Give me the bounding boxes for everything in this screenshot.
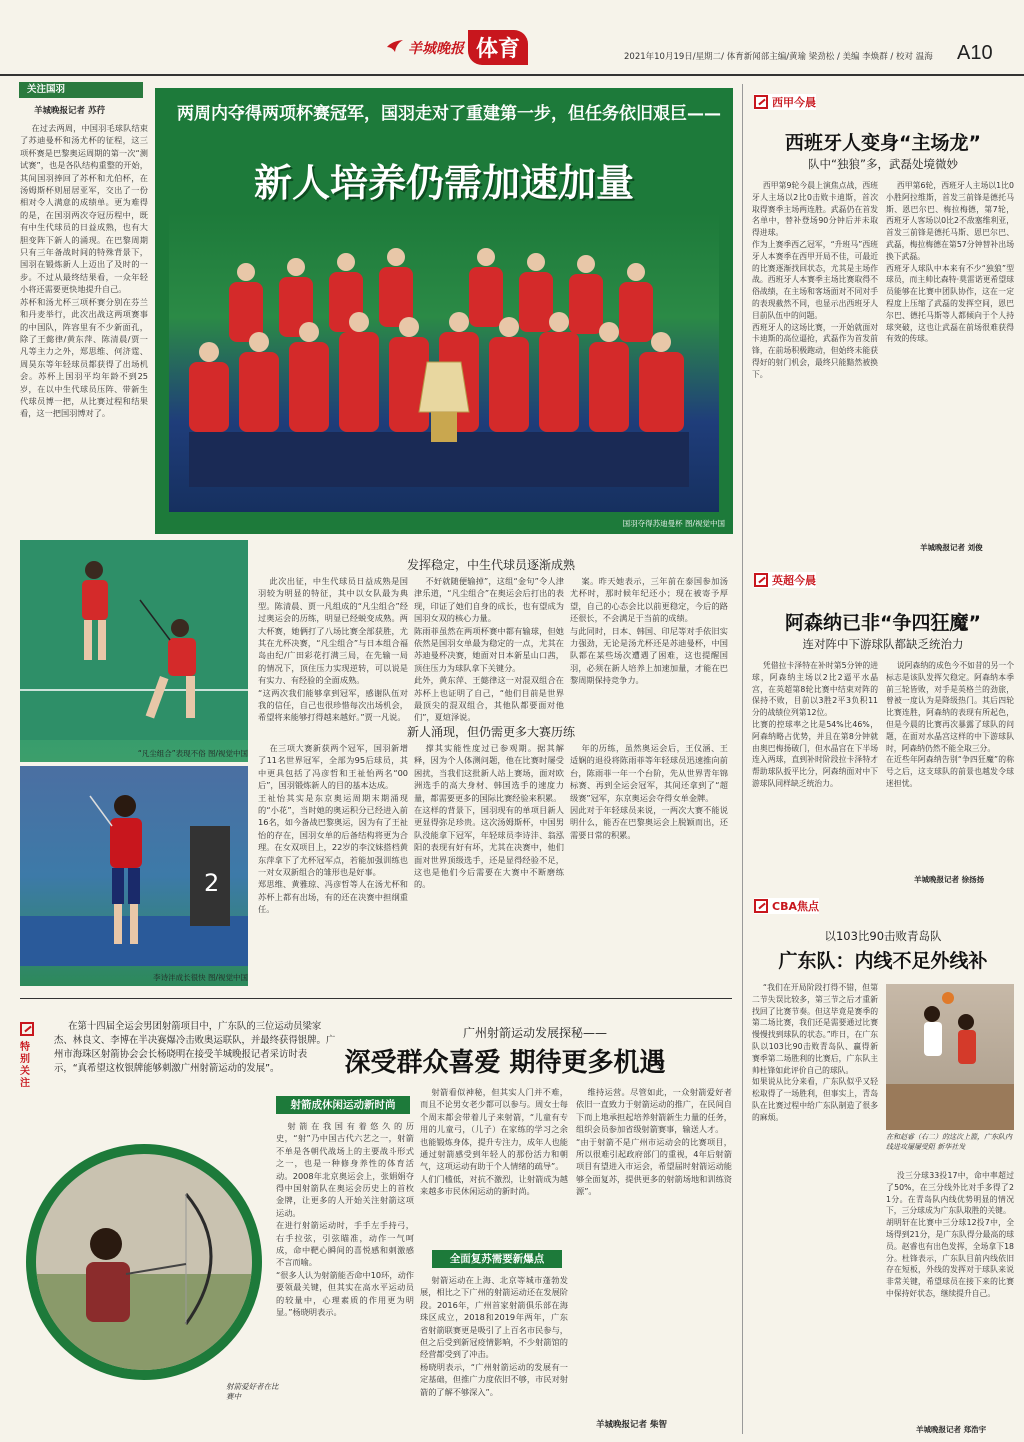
photo-li-shifeng	[20, 766, 248, 986]
masthead	[0, 0, 1024, 84]
laliga-tag: 西甲今晨	[754, 94, 816, 110]
article1-col2: 不好就随便输掉”，这组“金句”令人津津乐道，“凡尘组合”在奥运会后打出的表现，印证了她们自身的成长，也有望成为国羽女双的核心力量。 陈雨菲虽然在两项杯赛中都有输球，但她依然是国羽女单最为稳定的一点，尤其在苏迪曼杯决赛，她面对日本新星山口茜，顶住压力为球队拿下关键分。 此外，黄东萍、王懿律这一对混双组合在苏杯上也证明了自己，“他们目前是世界最顶尖的混双组合，其他队都要面对他们”，夏煊泽说。	[414, 576, 564, 723]
hero-panel	[155, 88, 733, 534]
laliga-col1: 西甲第9轮今晨上演焦点战，西班牙人主场以2比0击败卡迪斯，首次取得赛季主场两连胜。武磊仍在首发名单中，替补登场90分钟后并未取得进球。 作为上赛季西乙冠军，“升班马”西班牙人本赛季在西甲开局不佳，可最近的比赛逐渐找回状态，尤其是主场作战。西班牙人本赛季主场比赛取得不俗战绩，在主场和客场面对不同对手的表现截然不同，也显示出西班牙人目前队伍中的问题。 西班牙人的这场比赛，一开始就面对卡迪斯的高位逼抢，武磊作为首发前锋，在前场积极跑动，但始终未能获得好的射门机会，最终只能黯然被换下。	[752, 181, 878, 379]
cba-byline: 羊城晚报记者 郑浩宇	[916, 1425, 987, 1434]
epl-col1: 凭借拉卡泽特在补时第5分钟的进球，阿森纳主场以2比2逼平水晶宫，在英超第8轮比赛中结束对阵的保持不败，目前以3胜2平3负积11分的战绩位列第12位。 比赛的控球率之比是54%比46%，阿森纳略占优势，并且在第8分钟就由奥巴梅扬破门，但水晶宫在下半场连入两球，直到补时阶段拉卡泽特才帮助球队扳平比分，阿森纳面对中下游球队同样缺乏统治力。	[752, 661, 878, 788]
laliga-title: 西班牙人变身“主场龙”	[785, 132, 981, 154]
article1-col3: 案。昨天她表示，三年前在泰国参加汤尤杯时，那时候年纪还小；现在被寄予厚望，自己的心态会比以前更稳定，今后的路还很长，不会满足于当前的成绩。 与此同时，日本、韩国、印尼等对手依旧实力强劲，无论是汤尤杯还是苏迪曼杯，中国队都在某些场次遭遇了困难，这也提醒国羽，必须在新人培养上加速加量，才能在巴黎周期保持竞争力。	[570, 576, 728, 686]
laliga-col2: 西甲第6轮，西班牙人主场以1比0小胜阿拉维斯，首发三前锋是德托马斯、恩巴尔巴、梅拉梅德，第7轮，西班牙人客场以0比2不敌塞维利亚，首发三前锋是德托马斯、恩巴尔巴、武磊，梅拉梅德在第57分钟替补出场换下武磊。 西班牙人球队中本来有不少“独狼”型球员，而主帅比森特·莫雷诺更希望球员能够在比赛中团队协作，这在一定程度上压缩了武磊的发挥空间，恩巴尔巴、德托马斯等人都倾向于个人持球突破，这也让武磊在前场很难获得有效的传球。	[886, 181, 1014, 344]
laliga-subtitle: 队中“独狼”多，武磊处境微妙	[808, 157, 958, 171]
cba-tag: CBA焦点	[754, 898, 819, 914]
cba-title: 广东队：内线不足外线补	[778, 950, 988, 972]
special-tag-label: 特别关注	[20, 1042, 30, 1089]
divider	[20, 998, 732, 999]
brand-name: 羊城晚报	[408, 40, 464, 57]
archery-col4: 维持运营。尽管如此，一众射箭爱好者依旧一直致力于射箭运动的推广，在民间自下而上地承担起培养射箭新生力量的任务，组织会员参加省级射箭赛事，输送人才。 “由于射箭不是广州市运动会的比赛项目，所以很难引起政府部门的重视，4年后射箭项目有望进入市运会，希望届时射箭运动能够全面复苏，提供更多的射箭场地和训练资源”。	[576, 1087, 732, 1197]
subhead-1: 发挥稳定，中生代球员逐渐成熟	[406, 558, 575, 572]
section-mark-icon	[20, 1022, 34, 1036]
right-divider	[742, 84, 743, 1434]
section-mark-icon	[754, 573, 768, 587]
archery-col2: 射箭看似神秘，但其实人门并不难，而且不论男女老少都可以参与。周女士每个周末都会带着儿子来射箭，“儿童有专用的儿童弓，（儿子）在家练的学习之余也能锻炼身体，提升专注力，成年人也能通过射箭感受到年轻人的那份活力和朝气，这项运动有助于个人情绪的疏导”。 人们门槛低，对抗不激烈，让射箭成为越来越多市民休闲运动的新时尚。	[420, 1087, 568, 1197]
page-number: A10	[957, 42, 993, 64]
section-mark-icon	[754, 95, 768, 109]
epl-col2: 说阿森纳的成色今不如昔的另一个标志是该队发挥欠稳定。阿森纳本季前三轮皆败，对手是英格兰的劲旅，曾被一度认为是降级热门。其后四轮比赛连胜，阿森纳的表现有所起色，但是今晨的比赛再次暴露了球队的问题，在面对水晶宫这样的中下游球队时，阿森纳仍然不能全取三分。 在近些年阿森纳告别“争四狂魔”的称号之后，这支球队的前景也越发令球迷担忧。	[886, 661, 1014, 788]
epl-title: 阿森纳已非“争四狂魔”	[785, 612, 981, 634]
team-photo	[169, 212, 719, 512]
section-tag-guoyu: 关注国羽	[19, 82, 143, 98]
swallow-icon	[386, 38, 404, 57]
date-line: 2021年10月19日/星期二/ 体育新闻部主编/黄瑜 梁劲松 / 美编 李焕群 / 校对 温海	[624, 52, 933, 62]
cba-col1: “我们在开局阶段打得不错，但第二节失误比较多，第三节之后才重新找回了比赛节奏。但这毕竟是赛季的第二场比赛，我们还是需要通过比赛慢慢找到球队的状态。”昨日，在广东队以103比90击败青岛队、赢得新赛季第二场胜利的比赛后，广东队主帅杜锋如此评价自己的球队。 如果说从比分来看，广东队似乎又轻松取得了一场胜利，但事实上，青岛队在比赛过程中给广东队制造了很多的麻烦。	[752, 983, 878, 1122]
hero-title: 新人培养仍需加速加量	[253, 161, 634, 205]
archery-lead: 在第十四届全运会男团射箭项目中，广东队的三位运动员梁家杰、林良文、李博在半决赛爆冷击败奥运联队，并最终获得银牌。广州市海珠区射箭协会会长杨晓明在接受羊城晚报记者采访时表示，“真希望这枚银牌能够刺激广州射箭运动的发展”。	[54, 1021, 336, 1074]
epl-tag: 英超今晨	[754, 572, 816, 588]
cba-photo-caption: 在和赵睿（右二）的这次上篮，广东队内线进攻屡屡受阻 新华社发	[886, 1133, 1012, 1151]
article1-col4: 在三项大赛新获两个冠军，国羽新增了11名世界冠军，全部为95后球员，其中更具包括了冯彦哲和王祉怡两名“00后”，国羽锻炼新人的目的基本达成。 王祉怡其实是东京奥运周期末期涌现的“小花”，当时她的奥运积分已经进入前16名，如今备战巴黎奥运，因为有了王祉怡的存在，国羽女单的后备结构将更为合理。在女双项目上，22岁的李汶妹搭档黄东萍拿下了尤杯冠军点，若能加强训练也一对女双新组合的雏形也是好事。 郑思维、黄雅琼、冯彦哲等人在汤尤杯和苏杯上都有出场，有的还在决赛中担纲重任。	[258, 743, 408, 915]
cba-kicker: 以103比90击败青岛队	[824, 929, 942, 943]
laliga-byline: 羊城晚报记者 刘俊	[920, 543, 983, 552]
archery-photo	[26, 1144, 262, 1380]
archery-col1: 射箭在我国有着悠久的历史，“射”乃中国古代六艺之一，射箭不单是各朝代战场上的主要战斗形式之一，也是一种修身养性的体育活动。2008年北京奥运会上，张娟娟夺得中国射箭队在奥运会历史上的首枚金牌，让更多的人开始关注射箭这项运动。 在进行射箭运动时，手手左手持弓，右手拉弦，引弦瞄准，动作一气呵成，命中靶心瞬间的喜悦感和刺激感不言而喻。 “很多人认为射箭能否命中10环，动作要领最关键，但其实在高水平运动员的较量中，心理素质的作用更为明显。”杨晓明表示。	[276, 1121, 414, 1318]
archery-bar-2: 全面复苏需要新爆点	[432, 1250, 562, 1268]
photo-caption-1: “凡尘组合”表现不俗 图/视觉中国	[137, 749, 248, 758]
archery-kicker: 广州射箭运动发展探秘——	[462, 1026, 607, 1040]
cba-photo	[886, 984, 1014, 1130]
masthead-rule	[0, 74, 1024, 76]
archery-bar-1: 射箭成休闲运动新时尚	[276, 1096, 410, 1114]
newspaper-logo	[386, 30, 528, 65]
article1-col1: 此次出征，中生代球员日益成熟是国羽较为明显的特征，其中以女队最为典型。陈清晨、贾一凡组成的“凡尘组合”经过奥运会的历练，明显已经蜕变成熟。两大杯赛，她俩打了八场比赛全部获胜，尤其在尤杯决赛，“凡尘组合”与日本组合福岛由纪/广田彩花打满三局，在先输一局的情况下，顶住压力实现逆转，可以说是有实力、有经验的全面成熟。 “这两次我们能够拿到冠军，感谢队伍对我的信任，自己也很珍惜每次出场机会，希望将来能够打得越来越好。”贾一凡说。	[258, 576, 408, 723]
byline: 羊城晚报记者 苏荇	[34, 106, 105, 116]
archery-col3: 射箭运动在上海、北京等城市蓬勃发展，相比之下广州的射箭运动还在发展阶段。2016年，广州首家射箭俱乐部在海珠区成立，2018和2019年两年，广东省射箭联赛更是吸引了上百名市民参与，但之后受到新冠疫情影响，不少射箭馆的经营都受到了冲击。 杨晓明表示，“广州射箭运动的发展有一定基础，但推广力度依旧不够，市民对射箭的了解不够深入”。	[420, 1275, 568, 1397]
hero-subtitle: 两周内夺得两项杯赛冠军，国羽走对了重建第一步，但任务依旧艰巨——	[177, 104, 721, 124]
cba-col2: 没三分球33投17中，命中率超过了50%，在三分线外比对手多得了21分。在青岛队内线优势明显的情况下，三分球成为广东队取胜的关键。 胡明轩在比赛中三分球12投7中，全场得到21分，是广东队得分最高的球员。赵睿也有出色发挥，全场拿下18分。杜锋表示，广东队目前内线依旧存在短板，外线的发挥对于球队来说非常关键，希望球员在接下来的比赛中保持好状态，继续提升自己。	[886, 1171, 1014, 1298]
epl-byline: 羊城晚报记者 徐扬扬	[914, 875, 985, 884]
special-tag	[20, 1022, 38, 1112]
section-mark-icon	[754, 899, 768, 913]
hero-caption: 国羽夺得苏迪曼杯 图/视觉中国	[622, 519, 725, 528]
archery-photo-caption: 射箭爱好者在比赛中	[226, 1382, 279, 1401]
section-name: 体育	[468, 30, 528, 65]
photo-fanchen-duo	[20, 540, 248, 762]
archery-title: 深受群众喜爱 期待更多机遇	[344, 1048, 666, 1078]
intro-text: 在过去两周，中国羽毛球队结束了苏迪曼杯和汤尤杯的征程，这三项杯赛是巴黎奥运周期的第一次“测试赛”，也是各队结构重整的开始，其间国羽捧回了苏杯和尤伯杯，在汤姆斯杯则屈居亚军，交出了一份相对令人满意的成绩单。更为难得的是，在国羽两次夺冠历程中，既有中生代球员的日益成熟，也有大胆变阵下新人的涌现。在巴黎周期只有三年备战时间的特殊背景下，国羽在锻炼新人上迈出了及时的一步。不过从最终结果看，一众年轻小将还需要更快地提升自己。 苏杯和汤尤杯三项杯赛分别在芬兰和丹麦举行，此次出战这两项赛事的中国队，阵容里有不少新面孔，除了王懿律/黄东萍、陈清晨/贾一凡等主力之外，郑思维、何济霆、周昊东等年轻球员都获得了出场机会。苏杯上国羽平均年龄不到25岁，在以中生代球员压阵、带新生代球员博一把，从比赛过程和结果看，这一把国羽博对了。	[20, 123, 148, 419]
epl-subtitle: 连对阵中下游球队都缺乏统治力	[802, 637, 964, 651]
article1-col6: 年的历练，虽然奥运会后，王仪涵、王适娴的退役将陈雨菲等年轻球员迅速推向前台，陈雨菲一年一个台阶，先从世界青年锦标赛、再到全运会冠军，其间还拿到了“超级赛”冠军，东京奥运会夺得女单金牌。 因此对于年轻球员来说，一两次大赛不能说明什么，能否在巴黎奥运会上脱颖而出，还需要日常的积累。	[570, 743, 728, 840]
photo-caption-2: 李诗沣成长很快 图/视觉中国	[153, 973, 248, 982]
svg-text:2: 2	[204, 869, 220, 897]
article1-col5: 撑其实能性度过已参观期。据其解释，因为个人体测问题，他在比赛时屡受困扰，当我们这批新人站上赛场，面对欧洲选手的高大身材、韩国选手的速度力量，都需要更多的国际比赛经验来积累。 在这样的背景下，国羽现有的单项目新人更显得弥足珍贵。这次汤姆斯杯，中国男队没能拿下冠军，年轻球员李诗沣、翁泓阳的表现有好有坏，尤其在决赛中，他们面对世界顶级选手，还是显得经验不足，这也是他们今后需要在大赛中不断磨练的。	[414, 743, 564, 890]
subhead-2: 新人涌现，但仍需更多大赛历练	[406, 725, 575, 739]
archery-byline: 羊城晚报记者 柴智	[596, 1420, 667, 1430]
